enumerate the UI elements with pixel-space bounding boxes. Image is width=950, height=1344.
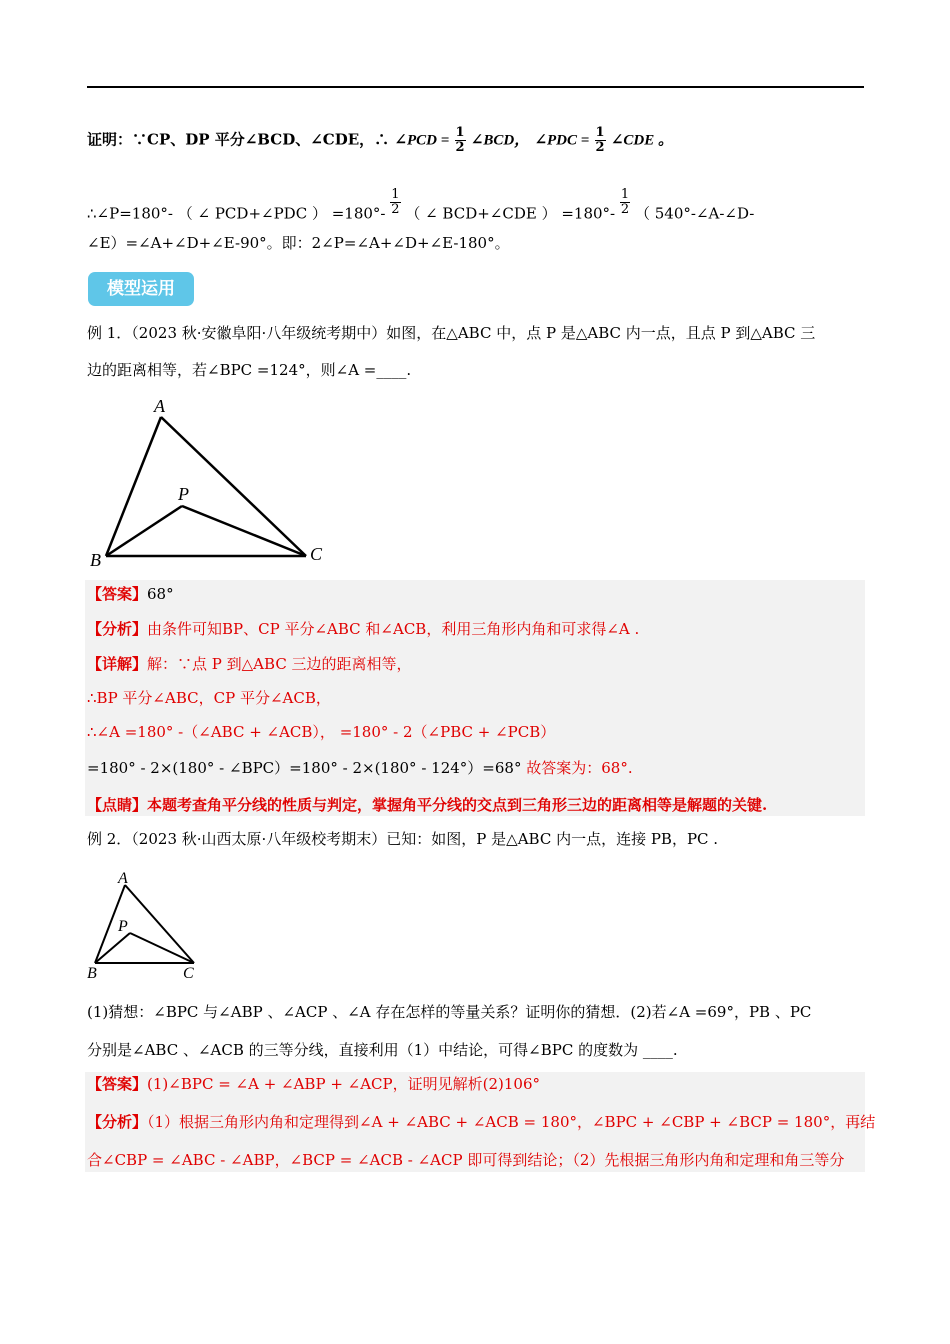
label-p: P bbox=[178, 484, 189, 504]
label-c: C bbox=[183, 965, 194, 982]
side-ab bbox=[106, 417, 161, 556]
example2-line-1: 例 2．（2023 秋·山西太原·八年级校考期末）已知：如图，P 是△ABC 内一点，连接 PB，PC . bbox=[87, 830, 719, 848]
segment-pc bbox=[130, 933, 194, 963]
label-b: B bbox=[90, 550, 101, 570]
example1-detail-2: ∴BP 平分∠ABC，CP 平分∠ACB， bbox=[87, 689, 331, 707]
example1-detail-1: 【详解】解：∵点 P 到△ABC 三边的距离相等， bbox=[87, 655, 412, 673]
example1-line-2: 边的距离相等，若∠BPC =124°，则∠A =____. bbox=[87, 361, 412, 379]
fraction-half: $\frac{1}{2}$ bbox=[391, 187, 400, 217]
label-a: A bbox=[154, 396, 165, 416]
label-a: A bbox=[118, 870, 128, 887]
example2-analysis-2: 合∠CBP = ∠ABC - ∠ABP，∠BCP = ∠ACB - ∠ACP 即可得到结论；（2）先根据三角形内角和定理和角三等分 bbox=[87, 1151, 845, 1169]
fraction-half: $\frac{1}{2}$ bbox=[455, 125, 465, 155]
example2-triangle-figure bbox=[85, 865, 215, 985]
side-ac bbox=[125, 885, 194, 963]
proof-line-2: ∴∠P=180°- （ ∠ PCD+∠PDC ） =180°- $\frac{1}{2}$ （ ∠ BCD+∠CDE ） =180°- $\frac{1}{2}$ （ 540°-∠A-∠D- bbox=[87, 187, 755, 223]
header-rule bbox=[87, 86, 864, 88]
fraction-half: $\frac{1}{2}$ bbox=[595, 125, 605, 155]
proof-line-3: ∠E）=∠A+∠D+∠E-90°。即：2∠P=∠A+∠D+∠E-180°。 bbox=[87, 234, 510, 252]
label-c: C bbox=[310, 544, 323, 564]
example1-detail-3: ∴∠A =180° -（∠ABC + ∠ACB）， =180° - 2（∠PBC + ∠PCB） bbox=[87, 723, 556, 741]
example2-question-1: (1)猜想：∠BPC 与∠ABP 、∠ACP 、∠A 存在怎样的等量关系？证明你的猜想．(2)若∠A =69°，PB 、PC bbox=[87, 1003, 812, 1021]
segment-bp bbox=[106, 506, 182, 556]
example2-answer: 【答案】(1)∠BPC = ∠A + ∠ABP + ∠ACP，证明见解析(2)106° bbox=[87, 1075, 541, 1093]
example1-comment: 【点睛】本题考查角平分线的性质与判定，掌握角平分线的交点到三角形三边的距离相等是解题的关键. bbox=[87, 796, 768, 814]
example1-triangle-figure bbox=[85, 395, 335, 575]
label-b: B bbox=[87, 965, 97, 982]
fraction-half: $\frac{1}{2}$ bbox=[620, 187, 630, 217]
example1-analysis: 【分析】由条件可知BP、CP 平分∠ABC 和∠ACB，利用三角形内角和可求得∠A . bbox=[87, 620, 640, 638]
example2-question-2: 分别是∠ABC 、∠ACB 的三等分线，直接利用（1）中结论，可得∠BPC 的度数为 ____. bbox=[87, 1041, 678, 1059]
example1-detail-4: =180° - 2×(180° - ∠BPC）=180° - 2×(180° - 124°）=68° 故答案为：68°. bbox=[87, 759, 633, 777]
proof-line-1: 证明：∵CP、DP 平分∠BCD、∠CDE，∴ ∠PCD = $\frac{1}{2}$ ∠BCD， ∠PDC = $\frac{1}{2}$ ∠CDE 。 bbox=[87, 125, 673, 155]
example1-answer: 【答案】68° bbox=[87, 585, 174, 603]
label-p: P bbox=[118, 918, 128, 935]
section-badge: 模型运用 bbox=[88, 272, 194, 306]
segment-pc bbox=[182, 506, 306, 556]
example1-line-1: 例 1．（2023 秋·安徽阜阳·八年级统考期中）如图，在△ABC 中，点 P 是△ABC 内一点，且点 P 到△ABC 三 bbox=[87, 324, 816, 342]
example2-analysis-1: 【分析】（1）根据三角形内角和定理得到∠A + ∠ABC + ∠ACB = 180°，∠BPC + ∠CBP + ∠BCP = 180°，再结 bbox=[87, 1113, 876, 1131]
